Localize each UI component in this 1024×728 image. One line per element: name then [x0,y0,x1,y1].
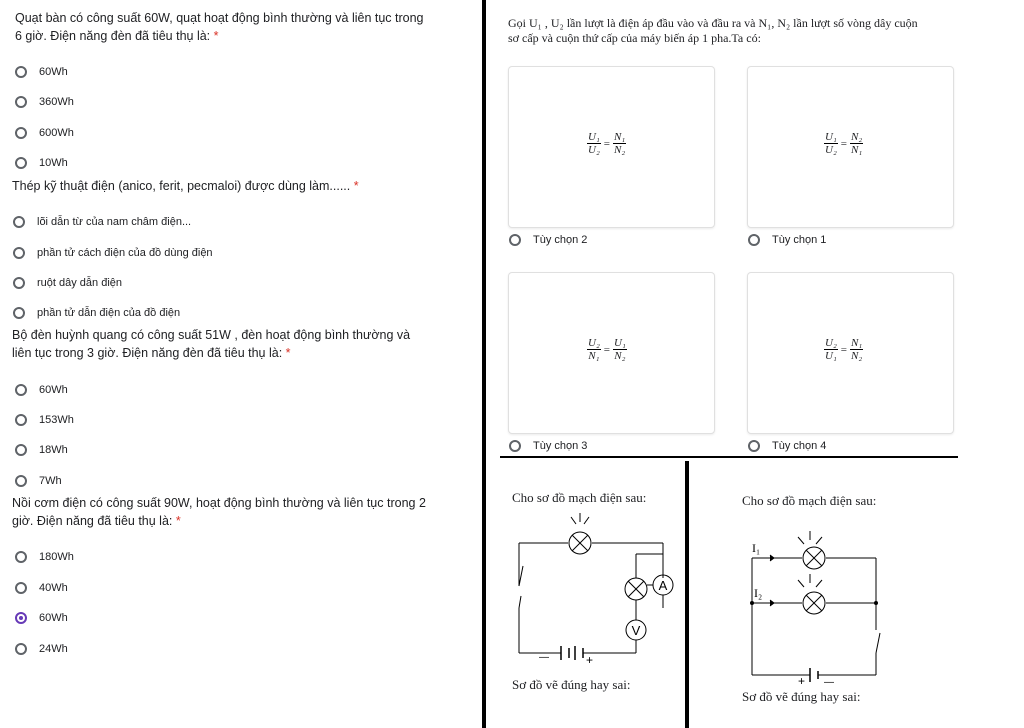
denominator: N₂ [614,350,626,362]
light-ray [798,537,804,544]
radio-button[interactable] [15,475,27,487]
intro-line2: sơ cấp và cuộn thứ cấp của máy biến áp 1 pha.Ta có: [508,31,761,45]
option-label: Tùy chọn 4 [772,440,827,452]
battery-minus: — [539,652,549,663]
question-3-line1: Bộ đèn huỳnh quang có công suất 51W , đèn hoạt động bình thường và [12,328,411,342]
option-label: 60Wh [39,384,68,396]
numerator: U₂ [825,337,837,349]
question-4-line2: giờ. Điện năng đã tiêu thụ là: [12,514,173,528]
circuit-right-title: Cho sơ đồ mạch điện sau: [742,493,877,508]
light-ray [584,517,589,524]
intro-line1: Gọi U₁ , U₂ lần lượt là điện áp đầu vào và đầu ra và N₁, N₂ lần lượt số vòng dây cuộn [508,16,918,30]
fraction-lhs [587,131,601,156]
fraction-rhs [850,337,863,362]
denominator: U₂ [588,144,600,156]
radio-button[interactable] [748,440,760,452]
option-label: 180Wh [39,551,74,563]
q4-option-1[interactable] [15,548,74,566]
formula [824,337,863,362]
current-label-i1: I₁ [752,541,761,555]
option-label: ruột dây dẫn điện [37,277,123,289]
option-label: 10Wh [39,157,68,169]
voltmeter-label: V [631,623,641,638]
circuit-left-caption: Sơ đồ vẽ đúng hay sai: [512,677,631,692]
numerator: U₁ [588,131,600,143]
q3-option-1[interactable] [15,381,68,399]
transformer-question-intro [508,16,978,46]
numerator: U₂ [588,337,600,349]
switch-blade [876,633,880,653]
equals-sign: = [840,343,847,356]
image-option-card-4[interactable] [747,272,954,434]
q1-option-4[interactable] [15,154,68,172]
light-ray [571,517,576,524]
denominator: N₂ [851,350,863,362]
numerator: N₁ [614,131,626,143]
light-ray [816,580,822,587]
radio-button[interactable] [15,444,27,456]
radio-button[interactable] [15,127,27,139]
choice-option-1[interactable] [748,234,826,246]
radio-button[interactable] [15,66,27,78]
denominator: N₁ [851,144,863,156]
fraction-lhs [587,337,601,362]
current-arrow [764,555,774,561]
option-label: 600Wh [39,127,74,139]
current-label-i2: I₂ [754,586,763,600]
question-1-title [15,9,475,45]
formula [587,337,627,362]
q4-option-3[interactable] [15,609,68,627]
radio-button[interactable] [13,247,25,259]
battery-plus: + [586,653,594,667]
q1-option-1[interactable] [15,63,68,81]
radio-button[interactable] [509,440,521,452]
question-4-line1: Nồi cơm điện có công suất 90W, hoạt động bình thường và liên tục trong 2 [12,496,426,510]
q2-option-4[interactable] [13,304,180,322]
fraction-rhs [613,131,626,156]
fraction-lhs [824,131,838,156]
option-label: Tùy chọn 3 [533,440,588,452]
radio-button-selected[interactable] [15,612,27,624]
option-label: 153Wh [39,414,74,426]
switch-blade [519,566,523,586]
question-3-title [12,326,472,362]
q1-option-2[interactable] [15,93,74,111]
question-4-title [12,494,472,530]
choice-option-4[interactable] [748,440,826,452]
denominator: N₂ [614,144,626,156]
junction-dot [750,601,754,605]
option-label: 360Wh [39,96,74,108]
fraction-rhs [613,337,627,362]
circuit-right-diagram [740,525,890,685]
required-asterisk: * [213,29,219,43]
option-label: Tùy chọn 2 [533,234,588,246]
option-label: 60Wh [39,66,68,78]
light-ray [798,580,804,587]
q3-option-2[interactable] [15,411,74,429]
radio-button[interactable] [15,582,27,594]
option-label: 40Wh [39,582,68,594]
option-label: phần tử cách điện của đồ dùng điện [37,247,213,259]
circuit-left-title: Cho sơ đồ mạch điện sau: [512,490,647,505]
option-label: Tùy chọn 1 [772,234,827,246]
column-divider [482,0,486,728]
q3-option-4[interactable] [15,472,62,490]
option-label: lõi dẫn từ của nam châm điện... [37,216,192,228]
q4-option-4[interactable] [15,640,68,658]
horizontal-divider [500,456,958,458]
circuit-left-diagram [505,508,685,673]
choice-option-2[interactable] [509,234,587,246]
radio-button[interactable] [15,551,27,563]
radio-button[interactable] [15,157,27,169]
question-1-line2: 6 giờ. Điện năng đèn đã tiêu thụ là: [15,29,211,43]
circuit-divider [685,461,689,728]
option-label: 60Wh [39,612,68,624]
battery-minus: — [824,677,834,685]
equals-sign: = [840,137,847,150]
required-asterisk: * [285,346,291,360]
formula [824,131,863,156]
light-ray [816,537,822,544]
question-1-line1: Quạt bàn có công suất 60W, quạt hoạt động bình thường và liên tục trong [15,11,424,25]
denominator: U₁ [825,350,837,362]
q4-option-2[interactable] [15,579,68,597]
q3-option-3[interactable] [15,441,68,459]
denominator: N₁ [588,350,600,362]
radio-button[interactable] [509,234,521,246]
image-option-card-2[interactable] [508,66,715,228]
option-label: phần tử dẫn điện của đồ điện [37,307,181,319]
numerator: U₁ [825,131,837,143]
battery-plus: + [798,674,806,685]
option-label: 18Wh [39,444,68,456]
q2-option-1[interactable] [13,213,191,231]
fraction-lhs [824,337,838,362]
fraction-rhs [850,131,863,156]
required-asterisk: * [353,179,359,193]
radio-button[interactable] [13,307,25,319]
required-asterisk: * [175,514,181,528]
question-2-line1: Thép kỹ thuật điện (anico, ferit, pecmaloi) được dùng làm...... [12,179,351,193]
wire [519,596,521,608]
q1-option-3[interactable] [15,124,74,142]
radio-button[interactable] [15,384,27,396]
junction-dot [874,601,878,605]
option-label: 7Wh [39,475,62,487]
q2-option-3[interactable] [13,274,122,292]
image-option-card-3[interactable] [508,272,715,434]
numerator: N₁ [851,337,863,349]
ammeter-label: A [658,578,668,593]
equals-sign: = [603,343,610,356]
equals-sign: = [603,137,610,150]
radio-button[interactable] [15,96,27,108]
numerator: U₁ [614,337,626,349]
radio-button[interactable] [748,234,760,246]
question-3-line2: liên tục trong 3 giờ. Điện năng đèn đã tiêu thụ là: [12,346,283,360]
radio-button[interactable] [13,216,25,228]
numerator: N₂ [851,131,863,143]
current-arrow [764,600,774,606]
denominator: U₂ [825,144,837,156]
radio-button[interactable] [15,414,27,426]
circuit-right-caption: Sơ đồ vẽ đúng hay sai: [742,689,861,704]
image-option-card-1[interactable] [747,66,954,228]
formula [587,131,626,156]
radio-button[interactable] [13,277,25,289]
question-2-title [12,177,472,195]
q2-option-2[interactable] [13,244,213,262]
option-label: 24Wh [39,643,68,655]
choice-option-3[interactable] [509,440,587,452]
radio-button[interactable] [15,643,27,655]
